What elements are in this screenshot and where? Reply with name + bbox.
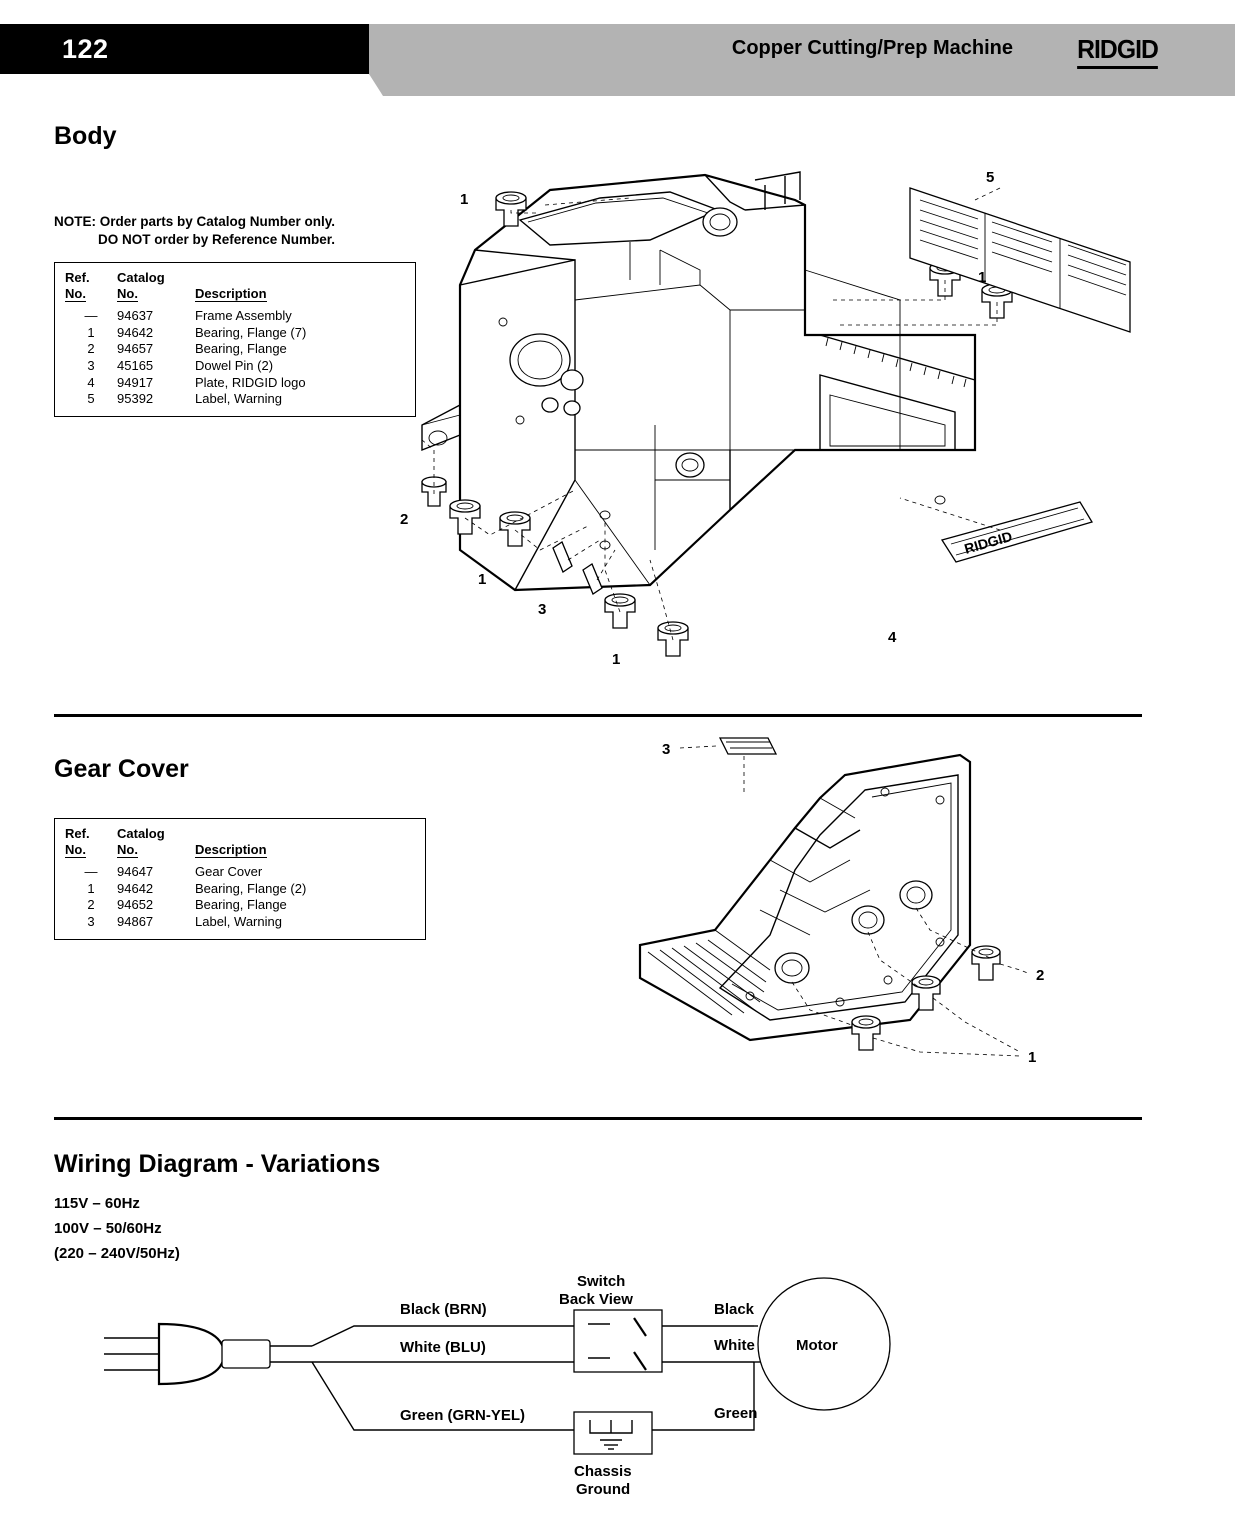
gear-cover-illustration [620,730,1140,1110]
th-description-gear: Description [195,842,267,857]
callout-1-bottom: 1 [612,651,621,668]
section-divider-1 [54,714,1142,717]
cell-description: Label, Warning [195,391,282,407]
wiring-diagram-illustration [54,1270,1142,1510]
ridgid-logo: RIDGID [1077,34,1158,69]
cell-catalog-no: 94637 [117,308,154,323]
gear-leader-lines [680,746,1030,1056]
cell-catalog-no: 45165 [117,357,154,373]
header-band-lower [369,74,1235,96]
cell-catalog-no: 94867 [117,913,154,929]
th-catalog: Catalog [117,270,165,285]
callout-3: 3 [538,601,547,618]
callout-1-top: 1 [460,191,469,208]
cell-ref-no: 5 [87,391,95,407]
cell-catalog-no: 94657 [117,341,154,357]
cell-catalog-no: 95392 [117,391,154,407]
header-black-band [0,24,369,74]
th-ref: Ref. [65,270,90,285]
table-row [65,881,417,898]
section-title-body: Body [54,122,117,150]
callout-5: 5 [986,169,995,186]
th-desc-spacer [195,269,407,285]
dowel-pin-parts [553,542,602,594]
warning-label-part [910,188,1130,332]
section-title-wiring: Wiring Diagram - Variations [54,1150,381,1178]
page-number: 122 [62,34,109,64]
table-row [65,897,417,914]
table-row [65,864,417,881]
callout-4: 4 [888,629,897,646]
cell-catalog-no: 94642 [117,880,154,896]
th-ref-gear-2: No. [65,842,86,857]
section-title-gear-cover: Gear Cover [54,755,189,783]
cell-catalog-no: 94647 [117,864,154,879]
voltage-item-3: (220 – 240V/50Hz) [54,1244,180,1262]
cell-ref-no: 2 [87,341,95,357]
cell-description: Bearing, Flange [195,897,287,913]
voltage-item-1: 115V – 60Hz [54,1195,140,1212]
voltage-variations-list [54,1192,180,1266]
callout-1-right: 1 [978,269,987,286]
table-row [65,914,417,931]
voltage-item-2: 100V – 50/60Hz [54,1219,162,1237]
label-green-grnyel: Green (GRN-YEL) [400,1407,526,1424]
cell-description: Bearing, Flange (7) [195,324,307,340]
th-catalog-gear-2: No. [117,842,138,857]
label-black: Black [714,1301,755,1318]
callout-1-left: 1 [478,571,487,588]
cell-ref-no: 2 [87,897,95,913]
page-title: Copper Cutting/Prep Machine [731,37,1013,59]
cell-ref-no: 4 [87,374,95,390]
callout-2: 2 [400,511,409,528]
label-green: Green [714,1405,758,1422]
table-row [65,358,407,375]
gear-callout-3: 3 [662,741,671,758]
parts-table-gear-cover [54,818,426,940]
label-black-brn: Black (BRN) [400,1301,487,1318]
parts-table-body [54,262,416,417]
table-row [65,341,407,358]
cell-description: Label, Warning [195,913,282,929]
logo-plate-text: RIDGID [962,527,1014,557]
table-row [65,308,407,325]
cell-description: Frame Assembly [195,308,292,323]
order-note-line2: DO NOT order by Reference Number. [98,232,336,248]
table-row [65,325,407,342]
th-ref-2: No. [65,286,86,301]
th-catalog-gear: Catalog [117,826,165,841]
gear-callout-1: 1 [1028,1049,1037,1066]
cell-ref-no: 3 [87,357,95,373]
power-plug [104,1324,312,1384]
th-desc-spacer-gear [195,825,417,841]
cell-catalog-no: 94642 [117,324,154,340]
th-description: Description [195,286,267,301]
page-header [0,24,1235,74]
label-back-view: Back View [559,1291,633,1308]
th-catalog-2: No. [117,286,138,301]
cell-description: Dowel Pin (2) [195,357,274,373]
order-note [54,213,424,249]
table-row [65,375,407,392]
section-divider-2 [54,1117,1142,1120]
label-switch: Switch [577,1273,626,1290]
cell-description: Gear Cover [195,864,263,879]
label-white-blu: White (BLU) [400,1339,486,1356]
cell-catalog-no: 94917 [117,374,154,390]
order-note-line1: NOTE: Order parts by Catalog Number only. [54,214,336,229]
gear-callout-2: 2 [1036,967,1045,984]
cell-catalog-no: 94652 [117,897,154,913]
label-white: White [714,1337,755,1354]
cell-ref-no: 3 [87,913,95,929]
gear-warning-label-part [720,738,776,794]
body-exploded-illustration [400,150,1140,690]
table-row [65,391,407,408]
cell-ref-no: — [84,864,98,879]
cell-description: Plate, RIDGID logo [195,374,306,390]
label-chassis: Chassis [574,1463,632,1480]
cell-description: Bearing, Flange (2) [195,880,307,896]
cell-description: Bearing, Flange [195,341,287,357]
label-motor: Motor [796,1337,838,1354]
ridgid-logo-plate-part [942,502,1092,562]
cell-ref-no: 1 [87,324,95,340]
cell-ref-no: — [84,308,98,323]
cell-ref-no: 1 [87,880,95,896]
th-ref-gear: Ref. [65,826,90,841]
label-ground: Ground [576,1481,631,1498]
